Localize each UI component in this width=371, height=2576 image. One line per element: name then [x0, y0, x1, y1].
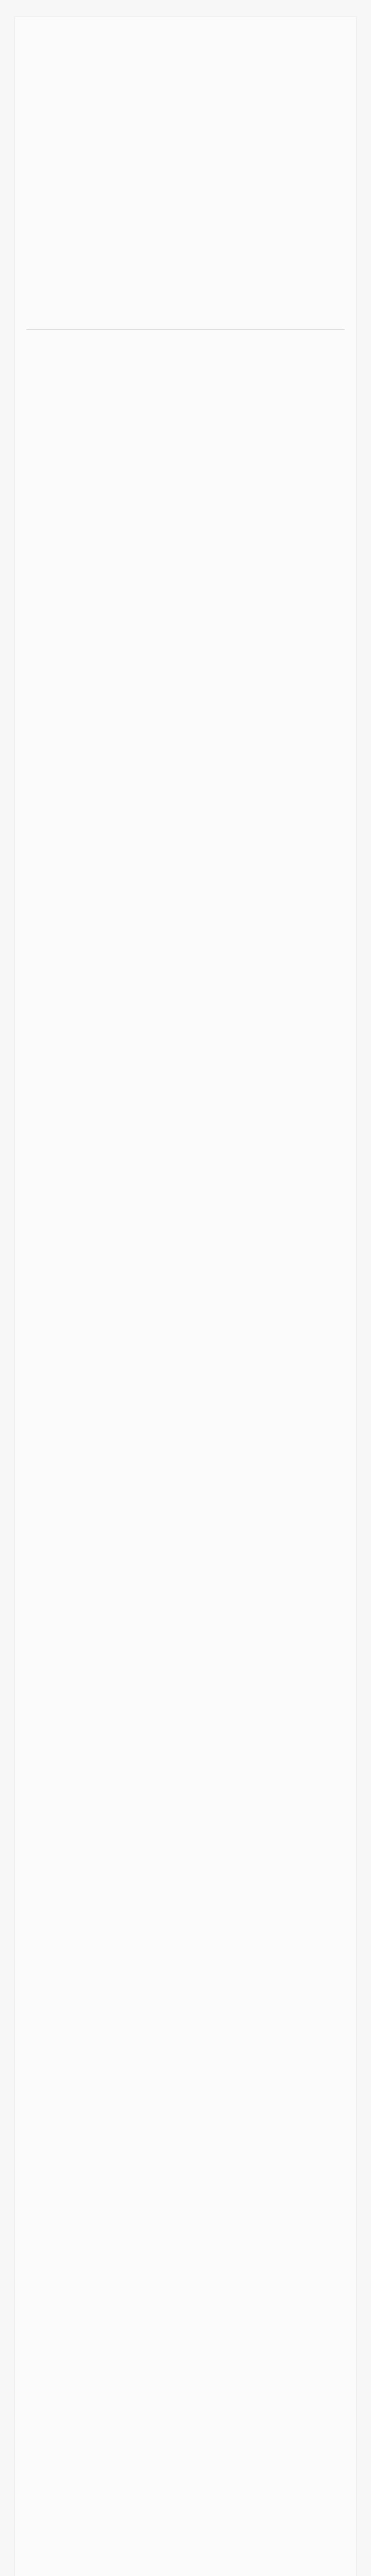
divider — [26, 329, 345, 330]
article-paragraph — [26, 254, 345, 316]
article-paragraph — [26, 1575, 345, 1679]
article-paragraph — [26, 1392, 345, 1495]
article-section — [26, 2363, 345, 2576]
article-section — [26, 1692, 345, 2349]
article-paragraph — [26, 1504, 345, 1566]
article-paragraph — [26, 2363, 345, 2466]
article-paragraph — [26, 703, 345, 806]
article-paragraph — [26, 2001, 345, 2104]
article-paragraph — [26, 142, 345, 245]
article-section — [26, 343, 345, 1205]
article-paragraph — [26, 2184, 345, 2349]
article-section — [26, 29, 345, 316]
article-paragraph — [26, 1692, 345, 1857]
article-paragraph — [26, 343, 345, 508]
article-body — [14, 16, 357, 2576]
article-paragraph — [26, 29, 345, 132]
article-paragraph — [26, 815, 345, 918]
article-paragraph — [26, 2113, 345, 2175]
article-section — [26, 1218, 345, 1679]
article-paragraph — [26, 2486, 345, 2576]
article-paragraph — [26, 1218, 345, 1383]
article-paragraph — [26, 529, 345, 693]
article-paragraph — [26, 927, 345, 1092]
article-paragraph — [26, 1101, 345, 1205]
article-paragraph — [26, 1877, 345, 1980]
